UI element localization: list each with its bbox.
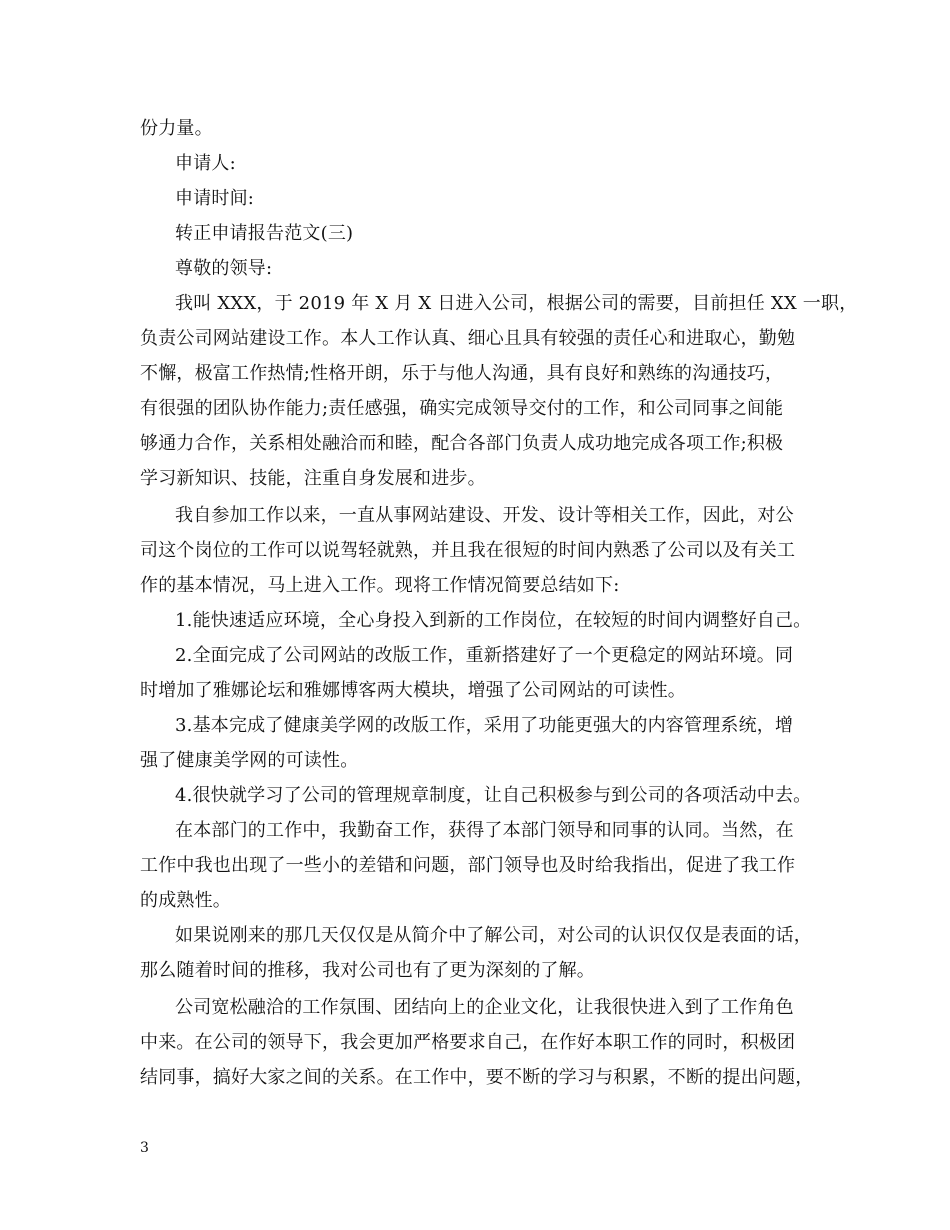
text-line: 我自参加工作以来，一直从事网站建设、开发、设计等相关工作，因此，对公 — [175, 505, 794, 526]
text-line: 那么随着时间的推移，我对公司也有了更为深刻的了解。 — [140, 960, 595, 981]
text-line: 我叫 XXX，于 2019 年 X 月 X 日进入公司，根据公司的需要，目前担任 XX 一职， — [175, 293, 858, 314]
salutation: 尊敬的领导: — [175, 258, 273, 279]
text-line: 结同事，搞好大家之间的关系。在工作中，要不断的学习与积累，不断的提出问题， — [140, 1067, 814, 1088]
text-line: 份力量。 — [140, 118, 213, 139]
list-item: 1.能快速适应环境，全心身投入到新的工作岗位，在较短的时间内调整好自己。 — [175, 610, 812, 631]
text-line: 司这个岗位的工作可以说驾轻就熟，并且我在很短的时间内熟悉了公司以及有关工 — [140, 540, 796, 561]
section-heading: 转正申请报告范文(三) — [175, 223, 354, 244]
text-line: 有很强的团队协作能力;责任感强，确实完成领导交付的工作，和公司同事之间能 — [140, 398, 784, 419]
list-item: 3.基本完成了健康美学网的改版工作，采用了功能更强大的内容管理系统，增 — [175, 715, 794, 736]
text-line: 的成熟性。 — [140, 890, 231, 911]
text-line: 作的基本情况，马上进入工作。现将工作情况简要总结如下: — [140, 575, 620, 596]
page-number: 3 — [140, 1140, 149, 1156]
application-date-label: 申请时间: — [175, 188, 255, 209]
text-line: 强了健康美学网的可读性。 — [140, 750, 359, 771]
text-line: 在本部门的工作中，我勤奋工作，获得了本部门领导和同事的认同。当然，在 — [175, 820, 794, 841]
list-item: 4.很快就学习了公司的管理规章制度，让自己积极参与到公司的各项活动中去。 — [175, 785, 812, 806]
text-line: 时增加了雅娜论坛和雅娜博客两大模块，增强了公司网站的可读性。 — [140, 680, 686, 701]
applicant-label: 申请人: — [175, 153, 236, 174]
text-line: 够通力合作，关系相处融洽而和睦，配合各部门负责人成功地完成各项工作;积极 — [140, 433, 784, 454]
text-line: 负责公司网站建设工作。本人工作认真、细心且具有较强的责任心和进取心，勤勉 — [140, 328, 796, 349]
text-line: 中来。在公司的领导下，我会更加严格要求自己，在作好本职工作的同时，积极团 — [140, 1032, 796, 1053]
text-line: 不懈，极富工作热情;性格开朗，乐于与他人沟通，具有良好和熟练的沟通技巧， — [140, 363, 784, 384]
list-item: 2.全面完成了公司网站的改版工作，重新搭建好了一个更稳定的网站环境。同 — [175, 645, 794, 666]
text-line: 公司宽松融洽的工作氛围、团结向上的企业文化，让我很快进入到了工作角色 — [175, 997, 794, 1018]
text-line: 学习新知识、技能，注重自身发展和进步。 — [140, 468, 486, 489]
text-line: 如果说刚来的那几天仅仅是从简介中了解公司，对公司的认识仅仅是表面的话， — [175, 925, 812, 946]
text-line: 工作中我也出现了一些小的差错和问题，部门领导也及时给我指出，促进了我工作 — [140, 855, 796, 876]
